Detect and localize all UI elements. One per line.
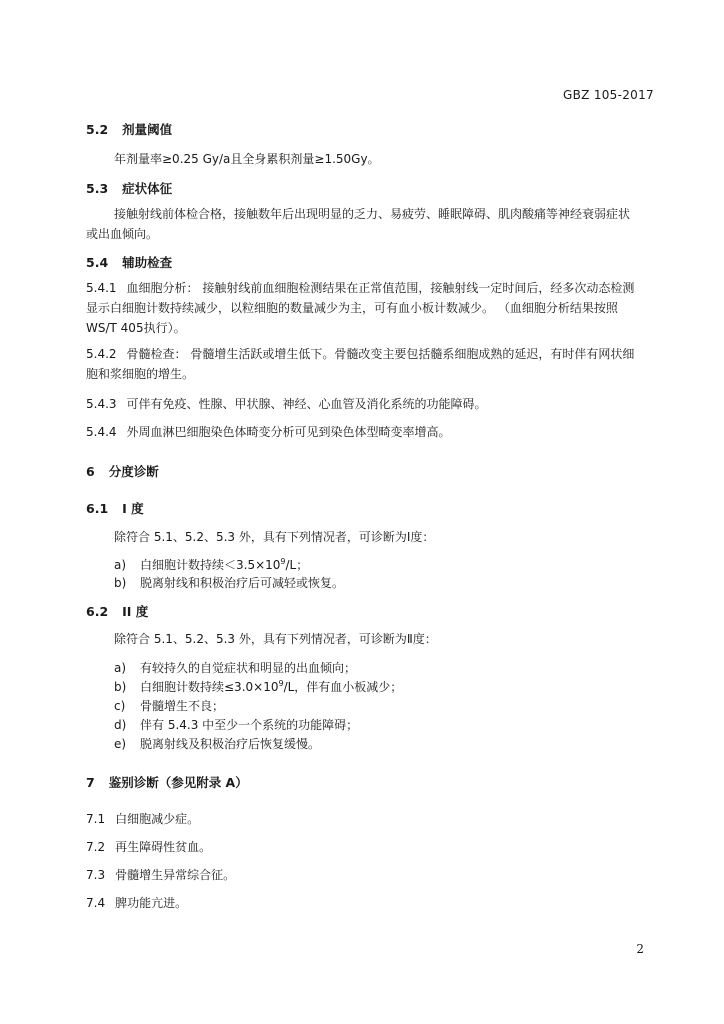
page-number: 2 <box>636 942 644 956</box>
superscript: 9 <box>278 679 284 688</box>
section-number: 7.1 <box>86 812 106 826</box>
section-7-2 <box>86 838 211 855</box>
section-title: 分度诊断 <box>108 464 159 479</box>
section-5-4-2-paragraph <box>86 344 638 384</box>
section-7-1 <box>86 810 199 827</box>
section-6-1-intro: 除符合 5.1、5.2、5.3 外，具有下列情况者，可诊断为Ⅰ度： <box>114 530 435 544</box>
section-number: 5.4.1 <box>86 281 117 295</box>
list-marker: b) <box>114 576 127 590</box>
section-title: II 度 <box>122 604 149 619</box>
section-5-2-heading <box>86 120 172 138</box>
section-number: 5.4.2 <box>86 347 117 361</box>
section-number: 5.4.4 <box>86 425 117 439</box>
list-item <box>114 574 344 591</box>
section-6-2-intro: 除符合 5.1、5.2、5.3 外，具有下列情况者，可诊断为Ⅱ度： <box>114 632 437 646</box>
list-item <box>114 659 356 676</box>
list-text: 骨髓增生不良； <box>140 699 225 713</box>
section-5-4-1-paragraph <box>86 278 638 338</box>
section-number: 7.2 <box>86 840 106 854</box>
paragraph-text: 外周血淋巴细胞染色体畸变分析可见到染色体型畸变率增高。 <box>126 425 451 439</box>
standard-code: GBZ 105-2017 <box>563 88 654 102</box>
section-5-4-heading <box>86 253 172 271</box>
paragraph-text: 骨髓增生异常综合征。 <box>115 868 236 882</box>
section-5-3-heading <box>86 179 172 197</box>
section-title: I 度 <box>122 501 144 516</box>
paragraph-text: 骨髓增生活跃或增生低下。骨髓改变主要包括髓系细胞成熟的延迟，有时伴有网状细胞和浆细胞的增生。 <box>86 347 635 381</box>
section-number: 5.4 <box>86 255 109 270</box>
paragraph-text: 可伴有免疫、性腺、甲状腺、神经、心血管及消化系统的功能障碍。 <box>126 397 487 411</box>
section-number: 7 <box>86 775 95 790</box>
section-number: 6 <box>86 464 95 479</box>
section-number: 7.4 <box>86 896 106 910</box>
section-6-2-heading <box>86 602 148 620</box>
list-marker: c) <box>114 699 126 713</box>
section-5-2-text: 年剂量率≥0.25 Gy/a且全身累积剂量≥1.50Gy。 <box>114 152 380 166</box>
list-text-suffix: /L，伴有血小板减少； <box>283 680 403 694</box>
section-7-3 <box>86 866 235 883</box>
list-marker: b) <box>114 680 127 694</box>
section-number: 5.4.3 <box>86 397 117 411</box>
chapter-6-heading <box>86 462 159 480</box>
list-text: 脱离射线和积极治疗后可减轻或恢复。 <box>140 576 345 590</box>
section-number: 5.3 <box>86 181 109 196</box>
list-item <box>114 556 308 573</box>
section-5-3-text: 接触射线前体检合格，接触数年后出现明显的乏力、易疲劳、睡眠障碍、肌肉酸痛等神经衰弱症状或出血倾向。 <box>86 207 631 241</box>
list-text: 伴有 5.4.3 中至少一个系统的功能障碍； <box>140 718 359 732</box>
section-number: 6.1 <box>86 501 109 516</box>
section-5-4-3-paragraph <box>86 395 487 412</box>
section-7-4 <box>86 894 187 911</box>
section-number: 6.2 <box>86 604 109 619</box>
paragraph-label: 血细胞分析： <box>126 281 199 295</box>
paragraph-text: 再生障碍性贫血。 <box>115 840 212 854</box>
section-title: 辅助检查 <box>122 255 173 270</box>
paragraph-label: 骨髓检查： <box>126 347 187 361</box>
list-text: 脱离射线及积极治疗后恢复缓慢。 <box>140 737 321 751</box>
paragraph-text: 白细胞减少症。 <box>115 812 200 826</box>
section-title: 剂量阈值 <box>122 122 173 137</box>
list-text: 白细胞计数持续＜3.5×10 <box>140 558 281 572</box>
section-title: 鉴别诊断（参见附录 A） <box>108 775 248 790</box>
section-title: 症状体征 <box>122 181 173 196</box>
section-5-4-4-paragraph <box>86 423 451 440</box>
chapter-7-heading <box>86 773 248 791</box>
paragraph-text: 接触射线前血细胞检测结果在正常值范围，接触射线一定时间后，经多次动态检测显示白细胞计数持续减少，以粒细胞的数量减少为主，可有血小板计数减少。 （血细胞分析结果按照WS/T 405执行）。 <box>86 281 635 335</box>
list-text: 有较持久的自觉症状和明显的出血倾向； <box>140 661 357 675</box>
list-marker: e) <box>114 737 127 751</box>
list-marker: a) <box>114 661 127 675</box>
list-item <box>114 697 224 714</box>
list-item <box>114 716 358 733</box>
list-item <box>114 678 402 695</box>
superscript: 9 <box>280 557 286 566</box>
list-item <box>114 735 320 752</box>
list-text-suffix: /L； <box>285 558 309 572</box>
section-number: 5.2 <box>86 122 109 137</box>
list-marker: d) <box>114 718 127 732</box>
section-number: 7.3 <box>86 868 106 882</box>
section-6-1-heading <box>86 499 144 517</box>
paragraph-text: 脾功能亢进。 <box>115 896 188 910</box>
list-marker: a) <box>114 558 127 572</box>
list-text: 白细胞计数持续≤3.0×10 <box>140 680 279 694</box>
